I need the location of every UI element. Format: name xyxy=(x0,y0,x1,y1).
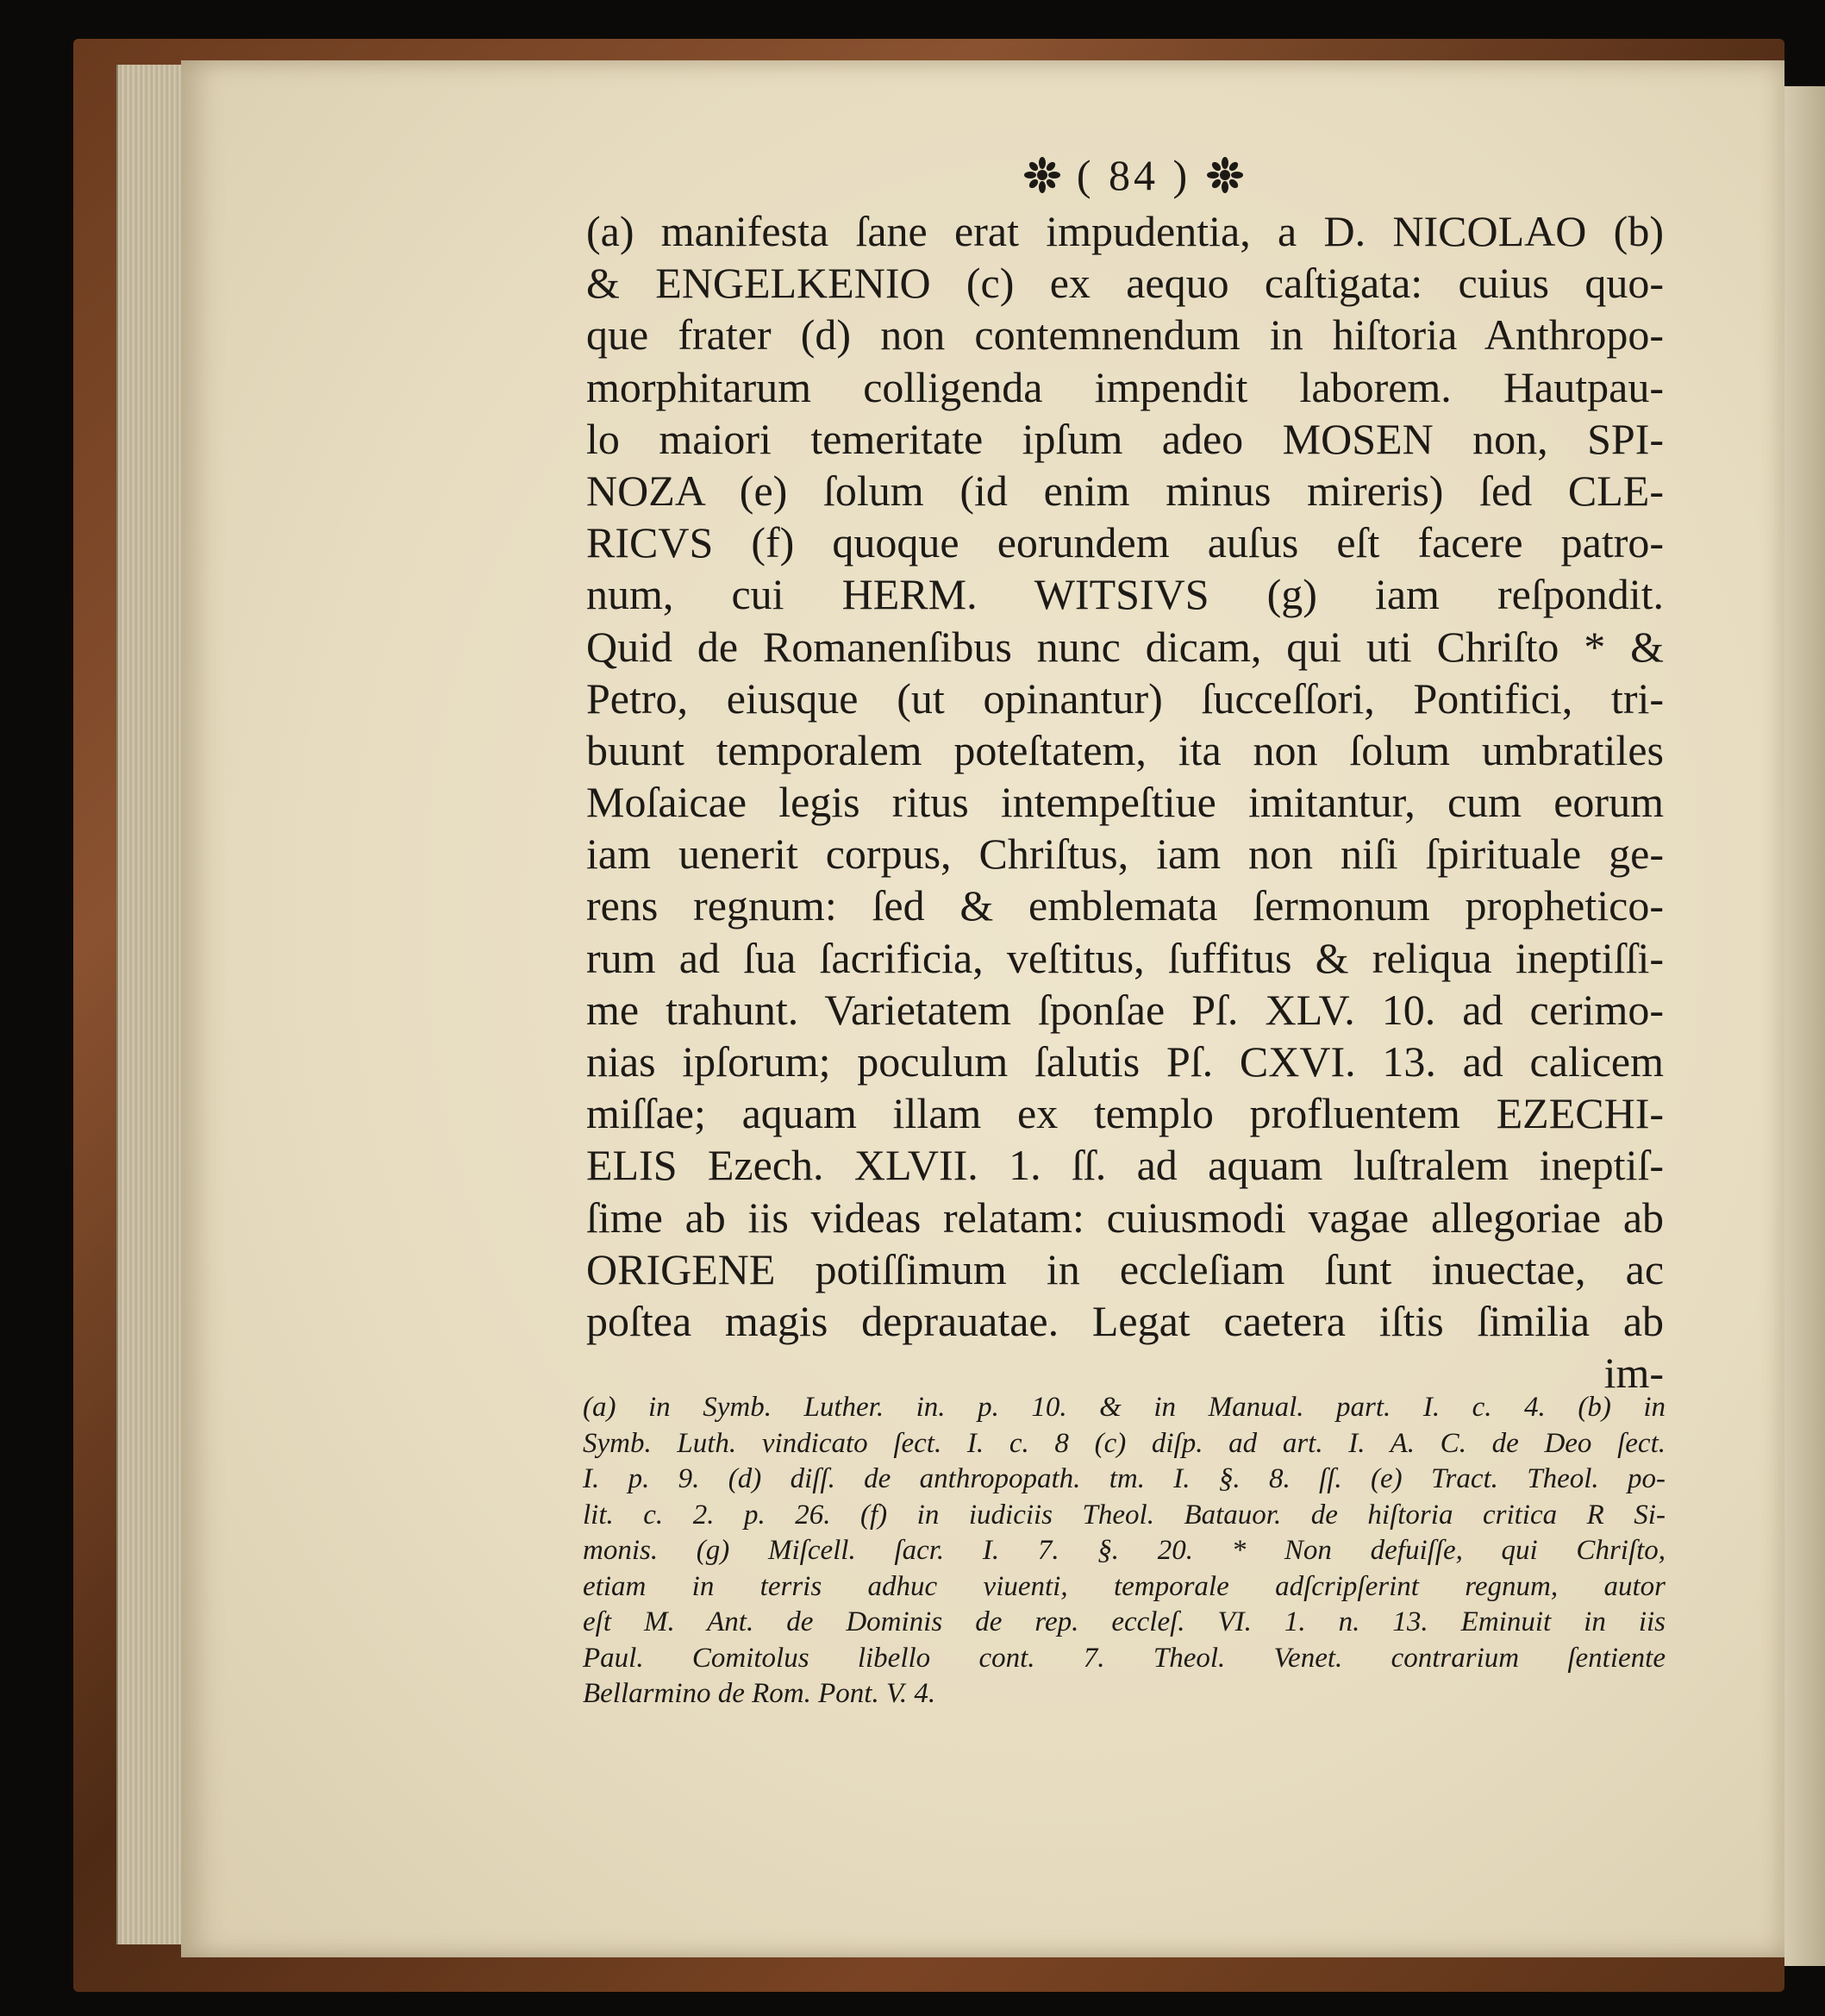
footnote-line: lit. c. 2. p. 26. (f) in iudiciis Theol. Batauor. de hiſtoria critica R Si- xyxy=(583,1499,1666,1531)
body-line: rum ad ſua ſacrificia, veſtitus, ſuffitus & reliqua ineptiſſi- xyxy=(586,933,1665,982)
body-line: im- xyxy=(1603,1349,1664,1398)
footnote-line: Paul. Comitolus libello cont. 7. Theol. Venet. contrarium ſentiente xyxy=(583,1642,1666,1674)
body-line: num, cui HERM. WITSIVS (g) iam reſpondit. xyxy=(586,570,1665,619)
body-line: NOZA (e) ſolum (id enim minus mireris) ſed CLE- xyxy=(586,466,1664,515)
page-header xyxy=(991,145,1276,205)
body-line: poſtea magis deprauatae. Legat caetera iſtis ſimilia ab xyxy=(586,1296,1665,1345)
page-number: ( 84 ) xyxy=(1076,151,1191,199)
body-line: miſſae; aquam illam ex templo profluentem EZECHI- xyxy=(586,1089,1665,1138)
body-line: Quid de Romanenſibus nunc dicam, qui uti Chriſto * & xyxy=(586,622,1664,671)
body-line: me trahunt. Varietatem ſponſae Pſ. XLV. 10. ad cerimo- xyxy=(586,985,1665,1034)
footnote-line: monis. (g) Miſcell. ſacr. I. 7. §. 20. * Non defuiſſe, qui Chriſto, xyxy=(583,1535,1666,1566)
body-line: & ENGELKENIO (c) ex aequo caſtigata: cuius quo- xyxy=(586,259,1664,308)
body-line: ORIGENE potiſſimum in eccleſiam ſunt inuectae, ac xyxy=(586,1244,1665,1293)
body-line: RICVS (f) quoque eorundem auſus eſt facere patro- xyxy=(586,518,1665,567)
footnote-line: Symb. Luth. vindicato ſect. I. c. 8 (c) diſp. ad art. I. A. C. de Deo ſect. xyxy=(583,1427,1666,1459)
body-line: ELIS Ezech. XLVII. 1. ſſ. ad aquam luſtralem ineptiſ- xyxy=(586,1141,1665,1190)
body-line: morphitarum colligenda impendit laborem. Hautpau- xyxy=(586,362,1664,411)
body-line: iam uenerit corpus, Chriſtus, iam non niſi ſpirituale ge- xyxy=(586,830,1664,879)
body-line: rens regnum: ſed & emblemata ſermonum prophetico- xyxy=(586,881,1664,930)
body-line: (a) manifesta ſane erat impudentia, a D. NICOLAO (b) xyxy=(586,207,1664,255)
body-line: nias ipſorum; poculum ſalutis Pſ. CXVI. 13. ad calicem xyxy=(586,1037,1665,1086)
body-line: Petro, eiusque (ut opinantur) ſucceſſori, Pontifici, tri- xyxy=(586,673,1665,723)
body-line: lo maiori temeritate ipſum adeo MOSEN non, SPI- xyxy=(586,414,1665,463)
body-line: buunt temporalem poteſtatem, ita non ſolum umbratiles xyxy=(586,725,1664,774)
body-line: ſime ab iis videas relatam: cuiusmodi vagae allegoriae ab xyxy=(586,1193,1665,1242)
footnote-line: I. p. 9. (d) diſſ. de anthropopath. tm. I. §. 8. ſſ. (e) Tract. Theol. po- xyxy=(583,1463,1666,1494)
footnote-line: eſt M. Ant. de Dominis de rep. eccleſ. VI. 1. n. 13. Eminuit in iis xyxy=(583,1606,1666,1637)
body-line: Moſaicae legis ritus intempeſtiue imitantur, cum eorum xyxy=(586,778,1664,827)
footnote-line: Bellarmino de Rom. Pont. V. 4. xyxy=(583,1678,936,1709)
main-text-block xyxy=(586,205,1664,1399)
body-line: que frater (d) non contemnendum in hiſtoria Anthropo- xyxy=(586,310,1665,360)
footnotes-block xyxy=(583,1390,1666,1712)
floral-ornament-right-icon xyxy=(1206,156,1244,194)
floral-ornament-left-icon xyxy=(1023,156,1061,194)
facing-page-edge xyxy=(1784,86,1825,1966)
footnote-line: (a) in Symb. Luther. in. p. 10. & in Manual. part. I. c. 4. (b) in xyxy=(583,1392,1666,1423)
footnote-line: etiam in terris adhuc viuenti, temporale adſcripſerint regnum, autor xyxy=(583,1570,1666,1602)
